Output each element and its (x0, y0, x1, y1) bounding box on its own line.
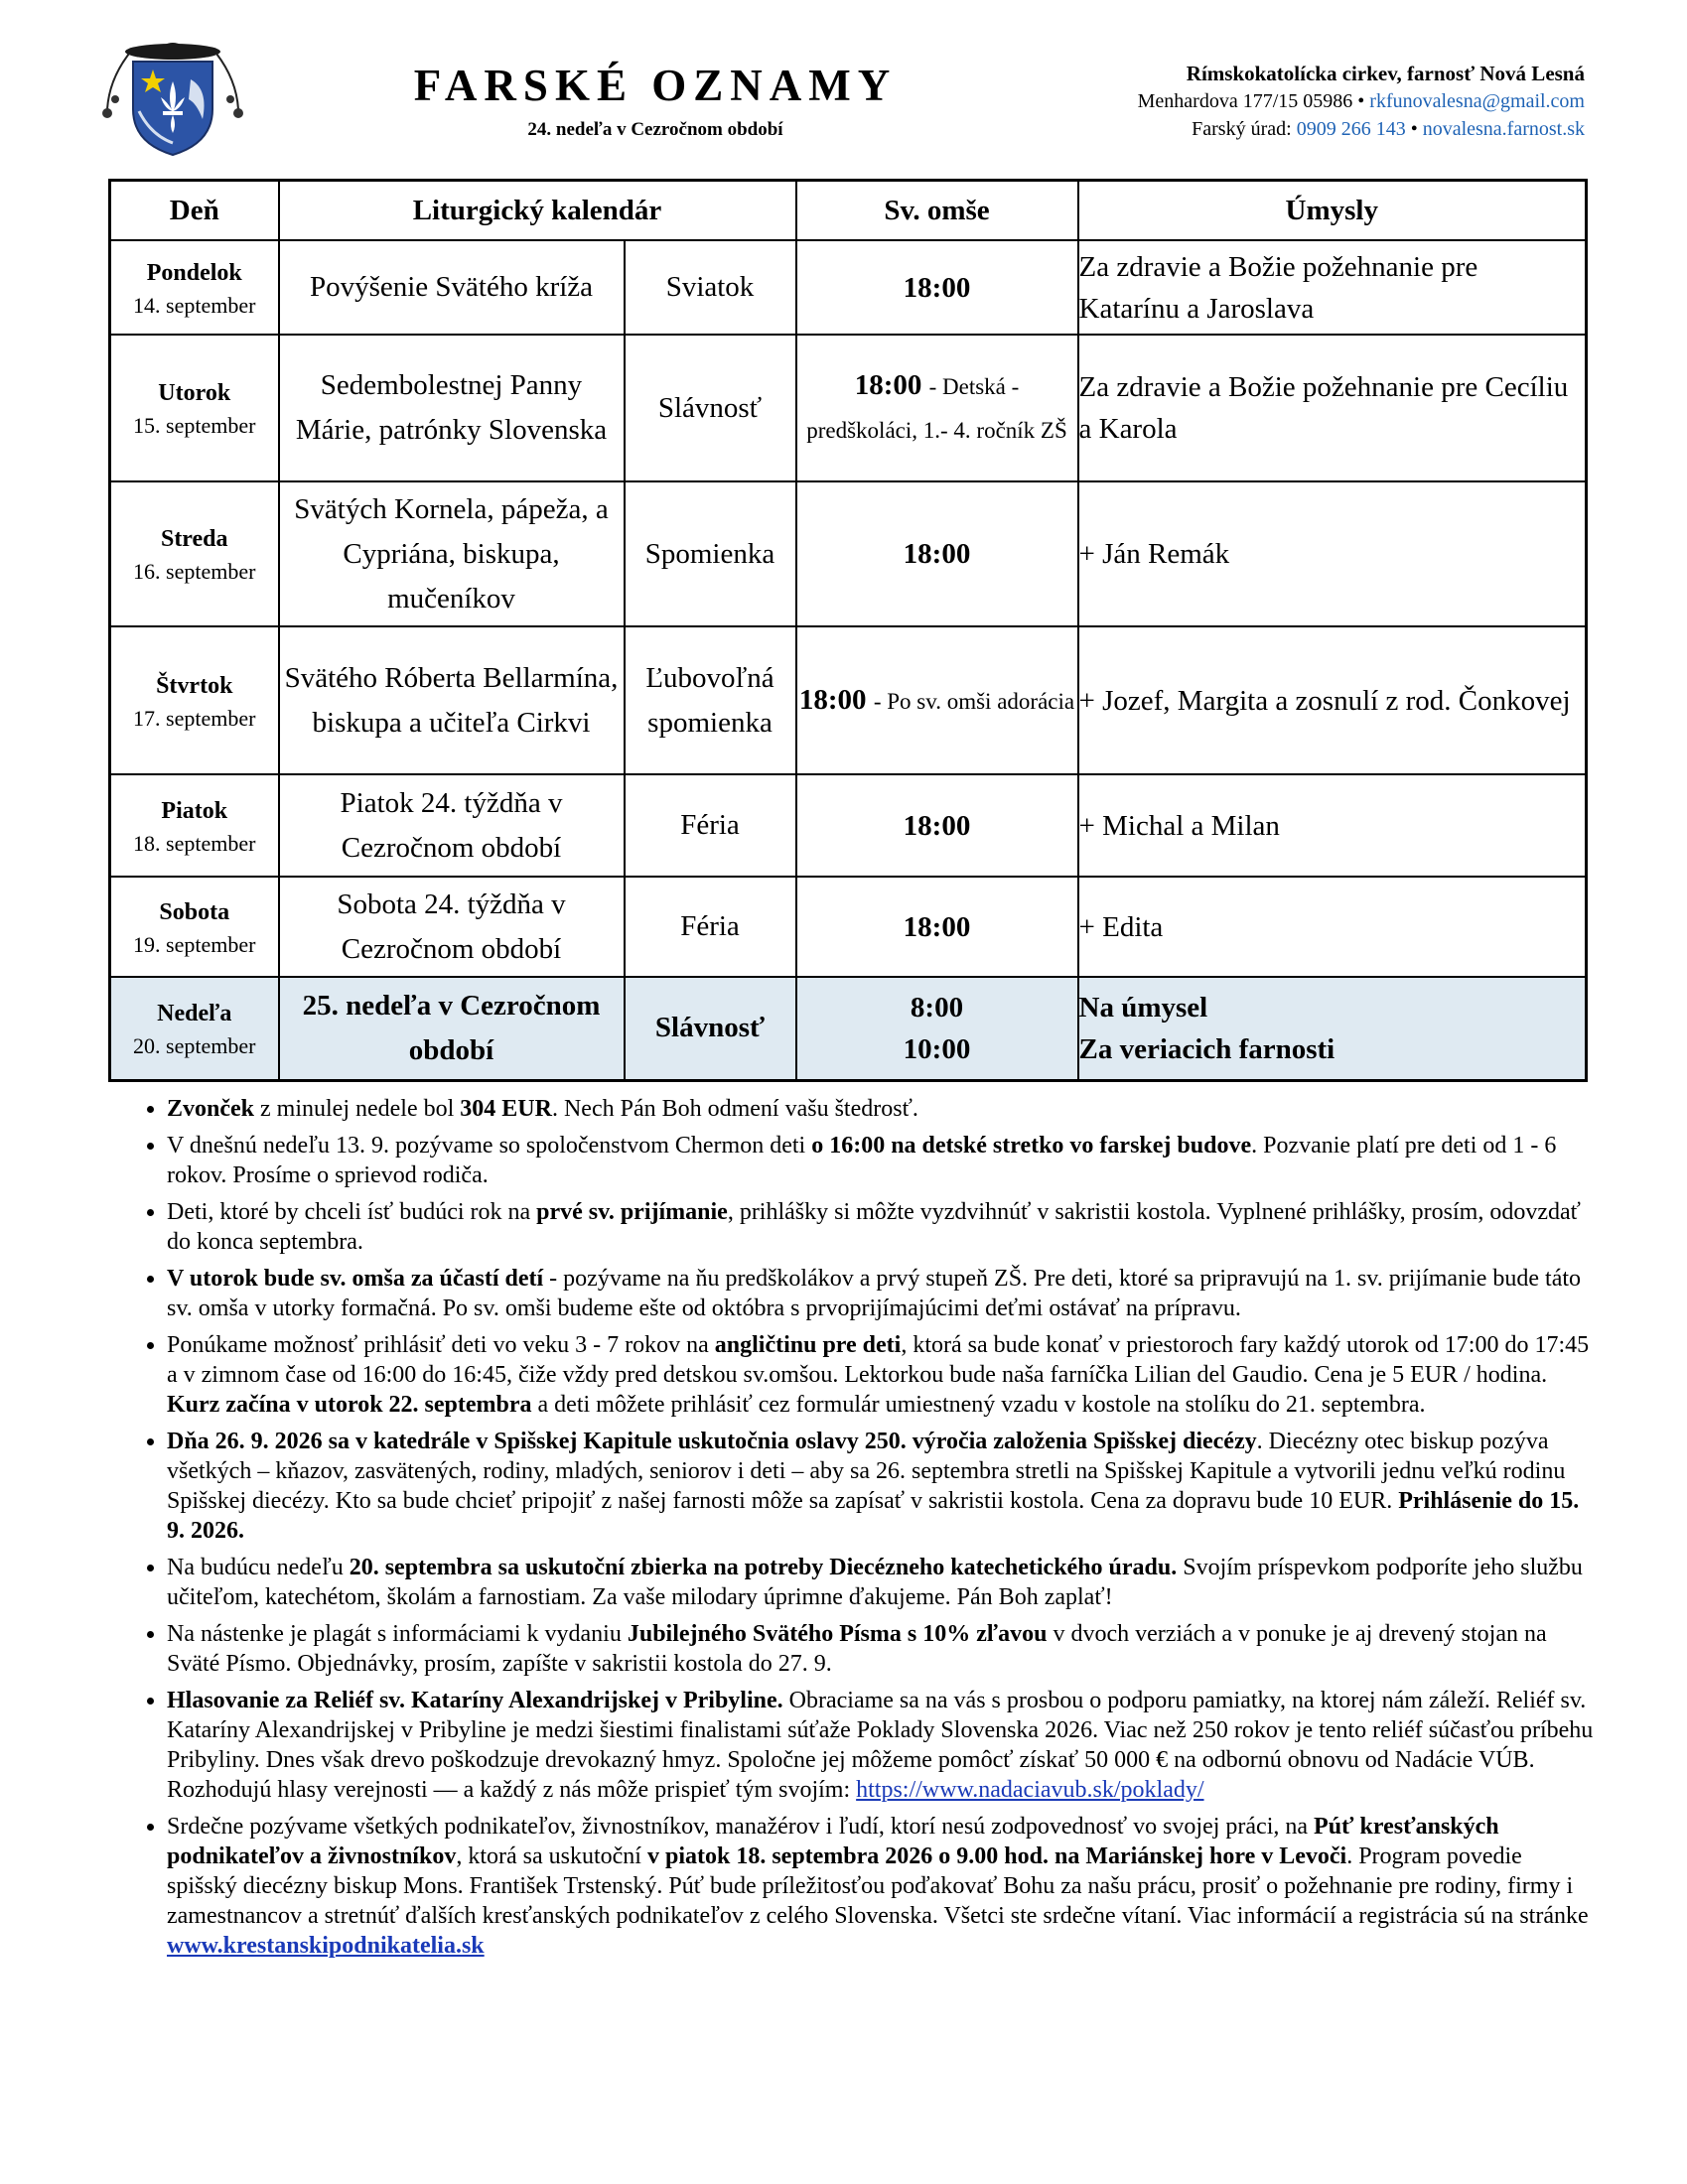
text: Na budúcu nedeľu (167, 1555, 350, 1580)
mass-note: - Detská - predškoláci, 1.- 4. ročník ZŠ (806, 374, 1067, 443)
day-name: Pondelok (146, 259, 242, 286)
intention-cell: Za zdravie a Božie požehnanie pre Katarínu a Jaroslava (1078, 240, 1587, 335)
table-row (110, 240, 1587, 335)
mass-cell (796, 481, 1078, 626)
bold-text: 304 EUR (460, 1096, 552, 1122)
day-cell (110, 877, 279, 977)
bold-text: Púť kresťanských podnikateľov a živnostníkov (167, 1814, 1499, 1869)
text: . Program povedie spišský diecézny biskup Mons. František Trstenský. Púť bude príležitosťou poďakovať Bohu za našu prácu, prosiť o požehnanie pre rodiny, firmy i zamestnancov a stretnúť ďalších kresťanských podnikateľov z celého Slovenska. Všetci ste srdečne vítaní. Viac informácií a registrácia sú na stránke (167, 1843, 1589, 1929)
nadacia-vub-link[interactable]: https://www.nadaciavub.sk/poklady/ (856, 1777, 1204, 1803)
email-link[interactable]: rkfunovalesna@gmail.com (1369, 90, 1585, 112)
text: . Nech Pán Boh odmení vašu štedrosť. (551, 1096, 918, 1122)
text: v dvoch verziách a v ponuke je aj drevený stojan na Sväté Písmo. Objednávky, prosím, zapíšte v sakristii kostola do 27. 9. (167, 1621, 1547, 1677)
feast-cell: Sedembolestnej Panny Márie, patrónky Slovenska (279, 335, 625, 481)
day-cell (110, 774, 279, 877)
parish-crest-icon (99, 40, 246, 157)
parish-address-line (1138, 87, 1585, 115)
office-label: Farský úrad: (1192, 118, 1292, 140)
list-item (167, 1812, 1597, 1961)
phone-link[interactable]: 0909 266 143 (1296, 118, 1406, 140)
feast-cell: Sobota 24. týždňa v Cezročnom období (279, 877, 625, 977)
bold-text: Dňa 26. 9. 2026 sa v katedrále v Spišskej Kapitule uskutočnia oslavy 250. výročia založenia Spišskej diecézy (167, 1429, 1257, 1454)
text: V dnešnú nedeľu 13. 9. pozývame so spoločenstvom Chermon deti (167, 1133, 812, 1159)
text: a deti môžete prihlásiť cez formulár umiestnený vzadu v kostole na stolíku do 21. septembra. (531, 1392, 1426, 1418)
bold-text: o 16:00 na detské stretko vo farskej budove (811, 1133, 1252, 1159)
mass-time: 18:00 (903, 809, 971, 842)
rank-cell: Slávnosť (625, 335, 796, 481)
list-item (167, 1553, 1597, 1612)
mass-time-2: 10:00 (903, 1032, 971, 1065)
parish-contact-block (1138, 60, 1585, 143)
bold-text: Hlasovanie za Reliéf sv. Kataríny Alexandrijskej v Pribyline. (167, 1688, 783, 1713)
text: , ktorá sa bude konať v priestoroch fary každý utorok od 17:00 do 17:45 a v zimnom čase od 16:00 do 16:45, čiže vždy pred detskou sv.omšou. Lektorkou bude naša farníčka Lilian del Gaudio. Cena je 5 EUR / hodina. (167, 1332, 1590, 1388)
intention-cell (1078, 977, 1587, 1080)
day-name: Streda (160, 526, 228, 552)
text: z minulej nedele bol (254, 1096, 461, 1122)
day-date: 20. september (133, 1032, 256, 1058)
bold-text: V utorok bude sv. omša za účastí detí (167, 1266, 544, 1292)
mass-cell (796, 626, 1078, 774)
rank-cell: Spomienka (625, 481, 796, 626)
day-name: Piatok (161, 797, 228, 824)
list-item (167, 1686, 1597, 1805)
text: . Pozvanie platí pre deti od 1 - 6 rokov. Prosíme o sprievod rodiča. (167, 1133, 1557, 1188)
day-date: 16. september (133, 559, 256, 584)
day-date: 18. september (133, 830, 256, 856)
mass-note: - Po sv. omši adorácia (873, 688, 1075, 714)
day-date: 19. september (133, 931, 256, 957)
text: Na nástenke je plagát s informáciami k vydaniu (167, 1621, 628, 1647)
table-row (110, 877, 1587, 977)
mass-time: 18:00 (903, 271, 971, 304)
parish-office-line (1138, 115, 1585, 143)
rank-cell: Féria (625, 877, 796, 977)
day-cell (110, 335, 279, 481)
parish-name: Rímskokatolícka cirkev, farnosť Nová Lesná (1186, 62, 1585, 85)
text: Srdečne pozývame všetkých podnikateľov, živnostníkov, manažérov i ľudí, ktorí nesú zodpovednosť vo svojej práci, na (167, 1814, 1315, 1840)
day-cell (110, 240, 279, 335)
text: - pozývame na ňu predškolákov a prvý stupeň ZŠ. Pre deti, ktoré sa pripravujú na 1. sv. prijímanie bude táto sv. omša v utorky formačná. Po sv. omši budeme ešte od októbra s prvoprijímajúcimi deťmi ostávať na prípravu. (167, 1266, 1582, 1321)
intention-1: Na úmysel (1078, 991, 1208, 1024)
page-subtitle: 24. nedeľa v Cezročnom období (527, 119, 783, 140)
text: , prihlášky si môžte vyzdvihnúť v sakristii kostola. Vyplnené prihlášky, prosím, odovzdať do konca septembra. (167, 1199, 1581, 1255)
feast-cell: 25. nedeľa v Cezročnom období (279, 977, 625, 1080)
day-date: 14. september (133, 292, 256, 318)
table-row-sunday (110, 977, 1587, 1080)
krestanski-podnikatelia-link[interactable]: www.krestanskipodnikatelia.sk (167, 1933, 485, 1959)
rank-cell: Féria (625, 774, 796, 877)
separator: • (1410, 118, 1418, 140)
feast-cell: Svätých Kornela, pápeža, a Cypriána, biskupa, mučeníkov (279, 481, 625, 626)
day-cell (110, 977, 279, 1080)
mass-cell (796, 877, 1078, 977)
bold-text: v piatok 18. septembra 2026 o 9.00 hod. na Mariánskej hore v Levoči (646, 1843, 1347, 1869)
mass-time: 18:00 (903, 538, 971, 570)
column-header-masses: Sv. omše (796, 181, 1078, 241)
list-item (167, 1131, 1597, 1190)
page-title: FARSKÉ OZNAMY (413, 61, 898, 110)
intention-cell: Za zdravie a Božie požehnanie pre Cecíliu a Karola (1078, 335, 1587, 481)
text: Ponúkame možnosť prihlásiť deti vo veku 3 - 7 rokov na (167, 1332, 715, 1358)
mass-cell (796, 335, 1078, 481)
intention-cell: + Jozef, Margita a zosnulí z rod. Čonkovej (1078, 626, 1587, 774)
table-row (110, 626, 1587, 774)
intention-cell: + Edita (1078, 877, 1587, 977)
intention-2: Za veriacich farnosti (1078, 1032, 1336, 1065)
text: . Diecézny otec biskup pozýva všetkých – kňazov, zasvätených, rodiny, mladých, seniorov i deti – aby sa 26. septembra stretli na Spišskej Kapitule a vytvorili jednu veľkú rodinu Spišskej diecézy. Kto sa bude chcieť pripojiť z našej farnosti môže sa zapísať v sakristii kostola. Cena za dopravu bude 10 EUR. (167, 1429, 1566, 1514)
day-name: Štvrtok (156, 672, 233, 699)
text: Deti, ktoré by chceli ísť budúci rok na (167, 1199, 537, 1225)
mass-time: 8:00 (910, 991, 964, 1024)
bold-text: angličtinu pre deti (714, 1332, 902, 1358)
column-header-intentions: Úmysly (1078, 181, 1587, 241)
day-date: 17. september (133, 705, 256, 731)
bold-text: prvé sv. prijímanie (536, 1199, 728, 1225)
intention-cell: + Michal a Milan (1078, 774, 1587, 877)
day-cell (110, 626, 279, 774)
announcements-list (139, 1094, 1597, 1968)
column-header-day: Deň (110, 181, 279, 241)
bold-text: Prihlásenie do 15. 9. 2026. (167, 1488, 1580, 1544)
list-item (167, 1264, 1597, 1323)
column-header-liturgical-calendar: Liturgický kalendár (279, 181, 796, 241)
list-item (167, 1619, 1597, 1679)
mass-cell (796, 240, 1078, 335)
rank-cell: Sviatok (625, 240, 796, 335)
mass-time: 18:00 (854, 369, 922, 401)
bold-text: 20. septembra sa uskutoční zbierka na potreby Diecézneho katechetického úradu. (349, 1555, 1178, 1580)
table-row (110, 481, 1587, 626)
mass-cell (796, 774, 1078, 877)
list-item (167, 1330, 1597, 1420)
day-name: Nedeľa (157, 1000, 232, 1026)
day-name: Utorok (158, 380, 231, 406)
parish-address: Menhardova 177/15 05986 (1137, 90, 1353, 112)
separator: • (1357, 90, 1365, 112)
day-name: Sobota (159, 898, 230, 925)
intention-cell: + Ján Remák (1078, 481, 1587, 626)
bold-text: Zvonček (167, 1096, 255, 1122)
day-date: 15. september (133, 413, 256, 438)
bold-text: Jubilejného Svätého Písma s 10% zľavou (627, 1621, 1048, 1647)
mass-schedule-table (108, 179, 1588, 1082)
text: , ktorá sa uskutoční (456, 1843, 647, 1869)
list-item (167, 1094, 1597, 1124)
table-row (110, 335, 1587, 481)
website-link[interactable]: novalesna.farnost.sk (1422, 118, 1585, 140)
table-header-row (110, 181, 1587, 241)
list-item (167, 1427, 1597, 1546)
rank-cell: Slávnosť (625, 977, 796, 1080)
feast-cell: Piatok 24. týždňa v Cezročnom období (279, 774, 625, 877)
feast-cell: Povýšenie Svätého kríža (279, 240, 625, 335)
mass-cell (796, 977, 1078, 1080)
mass-time: 18:00 (903, 910, 971, 943)
text: Svojím príspevkom podporíte jeho službu učiteľom, katechétom, školám a farnostiam. Za vaše milodary úprimne ďakujeme. Pán Boh zaplať! (167, 1555, 1583, 1610)
rank-cell: Ľubovoľná spomienka (625, 626, 796, 774)
day-cell (110, 481, 279, 626)
text: Obraciame sa na vás s prosbou o podporu pamiatky, na ktorej nám záleží. Reliéf sv. Kataríny Alexandrijskej v Pribyline je medzi šiestimi finalistami súťaže Poklady Slovenska 2026. Viac než 250 rokov je tento reliéf súčasťou príbehu Pribyliny. Dnes však drevo poškodzuje drevokazný hmyz. Spoločne jej môžeme pomôcť získať 50 000 € na odbornú obnovu od Nadácie VÚB. Rozhodujú hlasy verejnosti — a každý z nás môže prispieť tým svojím: (167, 1688, 1594, 1803)
feast-cell: Svätého Róberta Bellarmína, biskupa a učiteľa Cirkvi (279, 626, 625, 774)
mass-time: 18:00 (798, 683, 867, 716)
table-row (110, 774, 1587, 877)
list-item (167, 1197, 1597, 1257)
bold-text: Kurz začína v utorok 22. septembra (167, 1392, 532, 1418)
